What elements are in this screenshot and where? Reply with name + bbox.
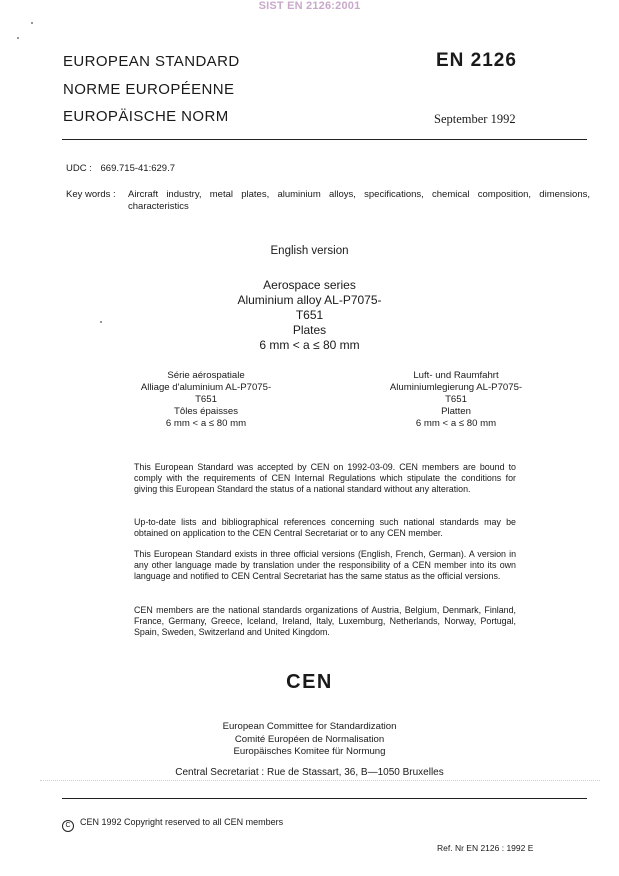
versions-paragraph: This European Standard exists in three official versions (English, French, German). A version in any other language made by translation under the responsibility of a CEN member into its own language and notified to CEN Central Secretariat has the same status as the official versions. (134, 549, 516, 582)
keywords-label: Key words : (66, 189, 116, 200)
french-title-line: T651 (195, 394, 217, 405)
copyright-icon: C (62, 820, 74, 832)
standard-number: EN 2126 (436, 50, 517, 71)
french-title-line: Série aérospatiale (167, 370, 245, 381)
udc-label: UDC : (66, 163, 92, 174)
header-divider (62, 139, 587, 140)
scan-speck (31, 22, 33, 24)
title-english: EUROPEAN STANDARD (63, 53, 240, 70)
german-title-line: Luft- und Raumfahrt (413, 370, 499, 381)
french-title-line: Tôles épaisses (174, 406, 238, 417)
title-german: EUROPÄISCHE NORM (63, 108, 229, 125)
english-title-line: Aerospace series (263, 278, 356, 292)
reference-number: Ref. Nr EN 2126 : 1992 E (437, 843, 534, 853)
committee-name-english: European Committee for Standardization (222, 721, 397, 732)
english-title-line: 6 mm < a ≤ 80 mm (259, 338, 360, 352)
keywords-text: Aircraft industry, metal plates, aluminium alloys, specifications, chemical composition, dimensions, characteristics (128, 189, 590, 212)
committee-names (0, 721, 619, 759)
german-title-block (358, 370, 554, 430)
version-heading: English version (270, 245, 349, 257)
title-french: NORME EUROPÉENNE (63, 81, 235, 98)
german-title-line: 6 mm < a ≤ 80 mm (415, 418, 497, 429)
french-title-block (108, 370, 304, 430)
english-title-block (0, 278, 619, 353)
committee-name-french: Comité Européen de Normalisation (234, 733, 385, 745)
members-paragraph: CEN members are the national standards organizations of Austria, Belgium, Denmark, Finland, France, Germany, Greece, Iceland, Ireland, Italy, Luxemburg, Netherlands, Norway, Portugal, Spain, Sweden, Switzerland and United Kingdom. (134, 605, 516, 638)
committee-name-german: Europäisches Komitee für Normung (233, 746, 386, 757)
english-title-line: Plates (292, 323, 327, 337)
acceptance-paragraph: This European Standard was accepted by CEN on 1992-03-09. CEN members are bound to comply with the requirements of CEN Internal Regulations which stipulate the conditions for giving this European Standard the status of a national standard without any alteration. (134, 462, 516, 495)
french-title-line: Alliage d'aluminium AL-P7075- (140, 382, 272, 393)
cen-logo-text: CEN (286, 671, 333, 693)
german-title-line: Platten (441, 406, 471, 417)
dotted-scan-line (40, 780, 600, 781)
english-title-line: T651 (295, 308, 324, 322)
watermark: SIST EN 2126:2001 (258, 0, 361, 12)
german-title-line: Aluminiumlegierung AL-P7075- (389, 382, 523, 393)
secretariat-address: Central Secretariat : Rue de Stassart, 36, B—1050 Bruxelles (175, 767, 444, 778)
copyright-line (62, 817, 283, 832)
udc-value: 669.715-41:629.7 (100, 163, 175, 174)
references-paragraph: Up-to-date lists and bibliographical references concerning such national standards may be obtained on application to the CEN Central Secretariat or to any CEN member. (134, 517, 516, 539)
footer-divider (62, 798, 587, 799)
publication-date: September 1992 (434, 112, 516, 126)
english-title-line: Aluminium alloy AL-P7075- (237, 293, 382, 307)
copyright-text: CEN 1992 Copyright reserved to all CEN members (80, 817, 284, 827)
french-title-line: 6 mm < a ≤ 80 mm (165, 418, 247, 429)
udc-line (66, 163, 175, 174)
scan-speck (17, 37, 19, 39)
german-title-line: T651 (445, 394, 467, 405)
